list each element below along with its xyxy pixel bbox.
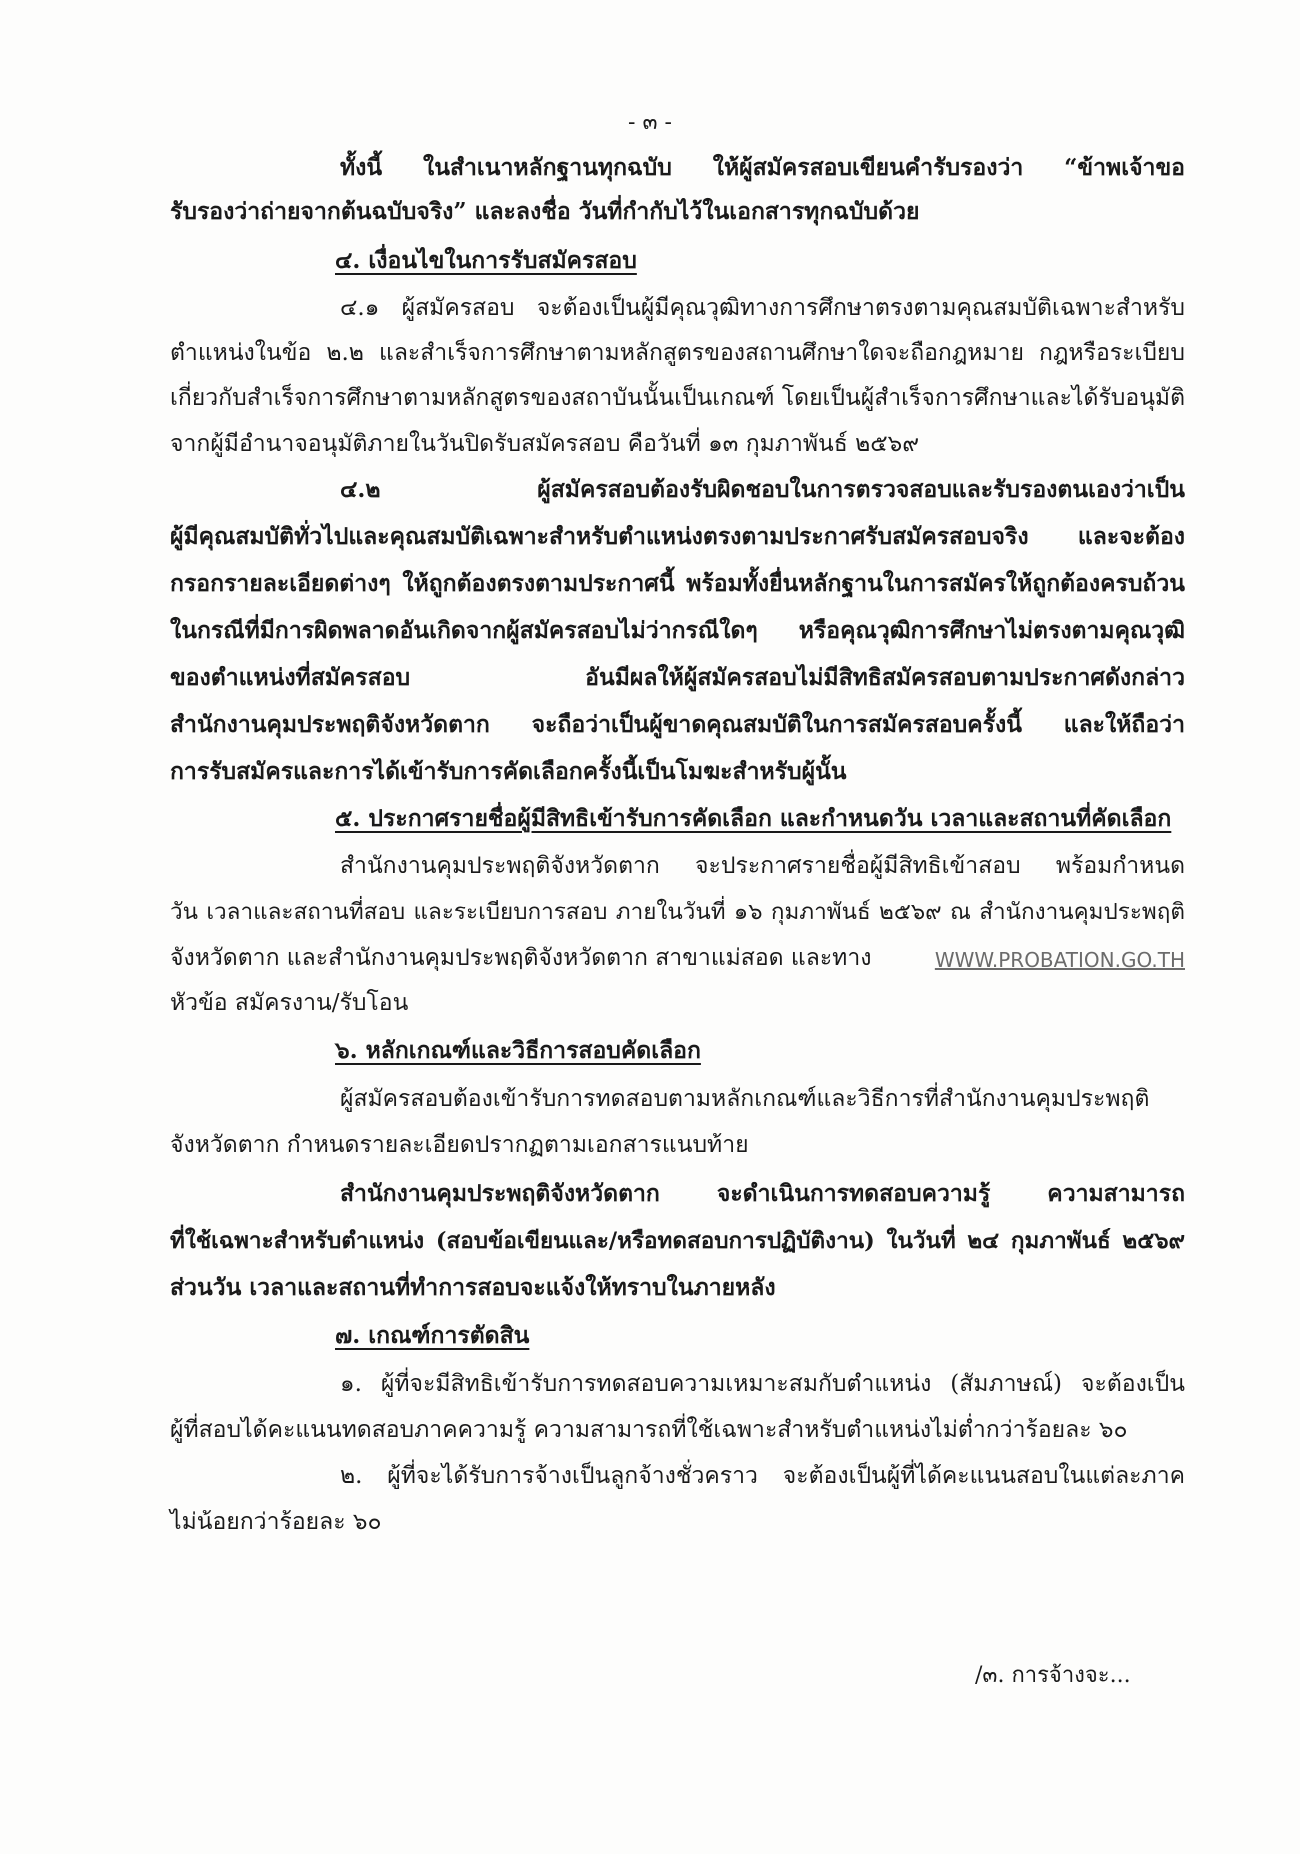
page-number: - ๓ - [628,110,672,135]
paragraph-line: ผู้มีคุณสมบัติทั่วไปและคุณสมบัติเฉพาะสำหรับตำแหน่งตรงตามประกาศรับสมัครสอบจริง และจะต้อง [170,523,1185,550]
probation-website-link[interactable]: WWW.PROBATION.GO.TH [934,948,1185,972]
paragraph-line: กรอกรายละเอียดต่างๆ ให้ถูกต้องตรงตามประกาศนี้ พร้อมทั้งยื่นหลักฐานในการสมัครให้ถูกต้องครบถ้วน [170,570,1185,597]
paragraph-line: จากผู้มีอำนาจอนุมัติภายในวันปิดรับสมัครสอบ คือวันที่ ๑๓ กุมภาพันธ์ ๒๕๖๙ [170,431,920,457]
section-heading-7: ๗. เกณฑ์การตัดสิน [335,1322,530,1349]
paragraph-line: ทั้งนี้ ในสำเนาหลักฐานทุกฉบับ ให้ผู้สมัครสอบเขียนคำรับรองว่า “ข้าพเจ้าขอ [340,154,1185,181]
paragraph-line: ๔.๒ ผู้สมัครสอบต้องรับผิดชอบในการตรวจสอบและรับรองตนเองว่าเป็น [340,476,1185,503]
paragraph-line: ส่วนวัน เวลาและสถานที่ทำการสอบจะแจ้งให้ทราบในภายหลัง [170,1274,776,1301]
paragraph-line: ผู้สมัครสอบต้องเข้ารับการทดสอบตามหลักเกณฑ์และวิธีการที่สำนักงานคุมประพฤติ [340,1086,1150,1112]
section-heading-5: ๕. ประกาศรายชื่อผู้มีสิทธิเข้ารับการคัดเลือก และกำหนดวัน เวลาและสถานที่คัดเลือก [335,805,1172,832]
page-continuation-footer: /๓. การจ้างจะ... [975,1663,1131,1688]
paragraph-line-with-link [170,942,1185,974]
paragraph-line: รับรองว่าถ่ายจากต้นฉบับจริง” และลงชื่อ วันที่กำกับไว้ในเอกสารทุกฉบับด้วย [170,198,920,225]
paragraph-line: สำนักงานคุมประพฤติจังหวัดตาก จะถือว่าเป็นผู้ขาดคุณสมบัติในการสมัครสอบครั้งนี้ และให้ถือว่า [170,711,1185,738]
paragraph-line: ๒. ผู้ที่จะได้รับการจ้างเป็นลูกจ้างชั่วคราว จะต้องเป็นผู้ที่ได้คะแนนสอบในแต่ละภาค [340,1463,1185,1489]
section-heading-4: ๔. เงื่อนไขในการรับสมัครสอบ [335,247,637,274]
paragraph-line: การรับสมัครและการได้เข้ารับการคัดเลือกครั้งนี้เป็นโมฆะสำหรับผู้นั้น [170,758,847,785]
paragraph-line: ของตำแหน่งที่สมัครสอบ อันมีผลให้ผู้สมัครสอบไม่มีสิทธิสมัครสอบตามประกาศดังกล่าว [170,664,1185,691]
paragraph-line: ตำแหน่งในข้อ ๒.๒ และสำเร็จการศึกษาตามหลักสูตรของสถานศึกษาใดจะถือกฎหมาย กฎหรือระเบียบ [170,340,1185,366]
paragraph-line: ไม่น้อยกว่าร้อยละ ๖๐ [170,1509,382,1535]
paragraph-line: วัน เวลาและสถานที่สอบ และระเบียบการสอบ ภายในวันที่ ๑๖ กุมภาพันธ์ ๒๕๖๙ ณ สำนักงานคุมประพฤติ [170,899,1185,925]
paragraph-line: ผู้ที่สอบได้คะแนนทดสอบภาคความรู้ ความสามารถที่ใช้เฉพาะสำหรับตำแหน่งไม่ต่ำกว่าร้อยละ ๖๐ [170,1417,1128,1443]
paragraph-line: ๔.๑ ผู้สมัครสอบ จะต้องเป็นผู้มีคุณวุฒิทางการศึกษาตรงตามคุณสมบัติเฉพาะสำหรับ [340,295,1185,321]
paragraph-line: ๑. ผู้ที่จะมีสิทธิเข้ารับการทดสอบความเหมาะสมกับตำแหน่ง (สัมภาษณ์) จะต้องเป็น [340,1371,1185,1397]
paragraph-line: สำนักงานคุมประพฤติจังหวัดตาก จะดำเนินการทดสอบความรู้ ความสามารถ [340,1180,1185,1207]
paragraph-line: ในกรณีที่มีการผิดพลาดอันเกิดจากผู้สมัครสอบไม่ว่ากรณีใดๆ หรือคุณวุฒิการศึกษาไม่ตรงตามคุณวุฒิ [170,617,1185,644]
paragraph-line: ที่ใช้เฉพาะสำหรับตำแหน่ง (สอบข้อเขียนและ/หรือทดสอบการปฏิบัติงาน) ในวันที่ ๒๔ กุมภาพันธ์ ๒๕๖๙ [170,1228,1185,1254]
paragraph-line: เกี่ยวกับสำเร็จการศึกษาตามหลักสูตรของสถาบันนั้นเป็นเกณฑ์ โดยเป็นผู้สำเร็จการศึกษาและได้รับอนุมัติ [170,385,1186,411]
paragraph-text: จังหวัดตาก และสำนักงานคุมประพฤติจังหวัดตาก สาขาแม่สอด และทาง [170,945,872,971]
paragraph-line: หัวข้อ สมัครงาน/รับโอน [170,990,409,1016]
paragraph-line: จังหวัดตาก กำหนดรายละเอียดปรากฏตามเอกสารแนบท้าย [170,1132,749,1158]
paragraph-line: สำนักงานคุมประพฤติจังหวัดตาก จะประกาศรายชื่อผู้มีสิทธิเข้าสอบ พร้อมกำหนด [340,853,1185,879]
section-heading-6: ๖. หลักเกณฑ์และวิธีการสอบคัดเลือก [335,1037,701,1064]
